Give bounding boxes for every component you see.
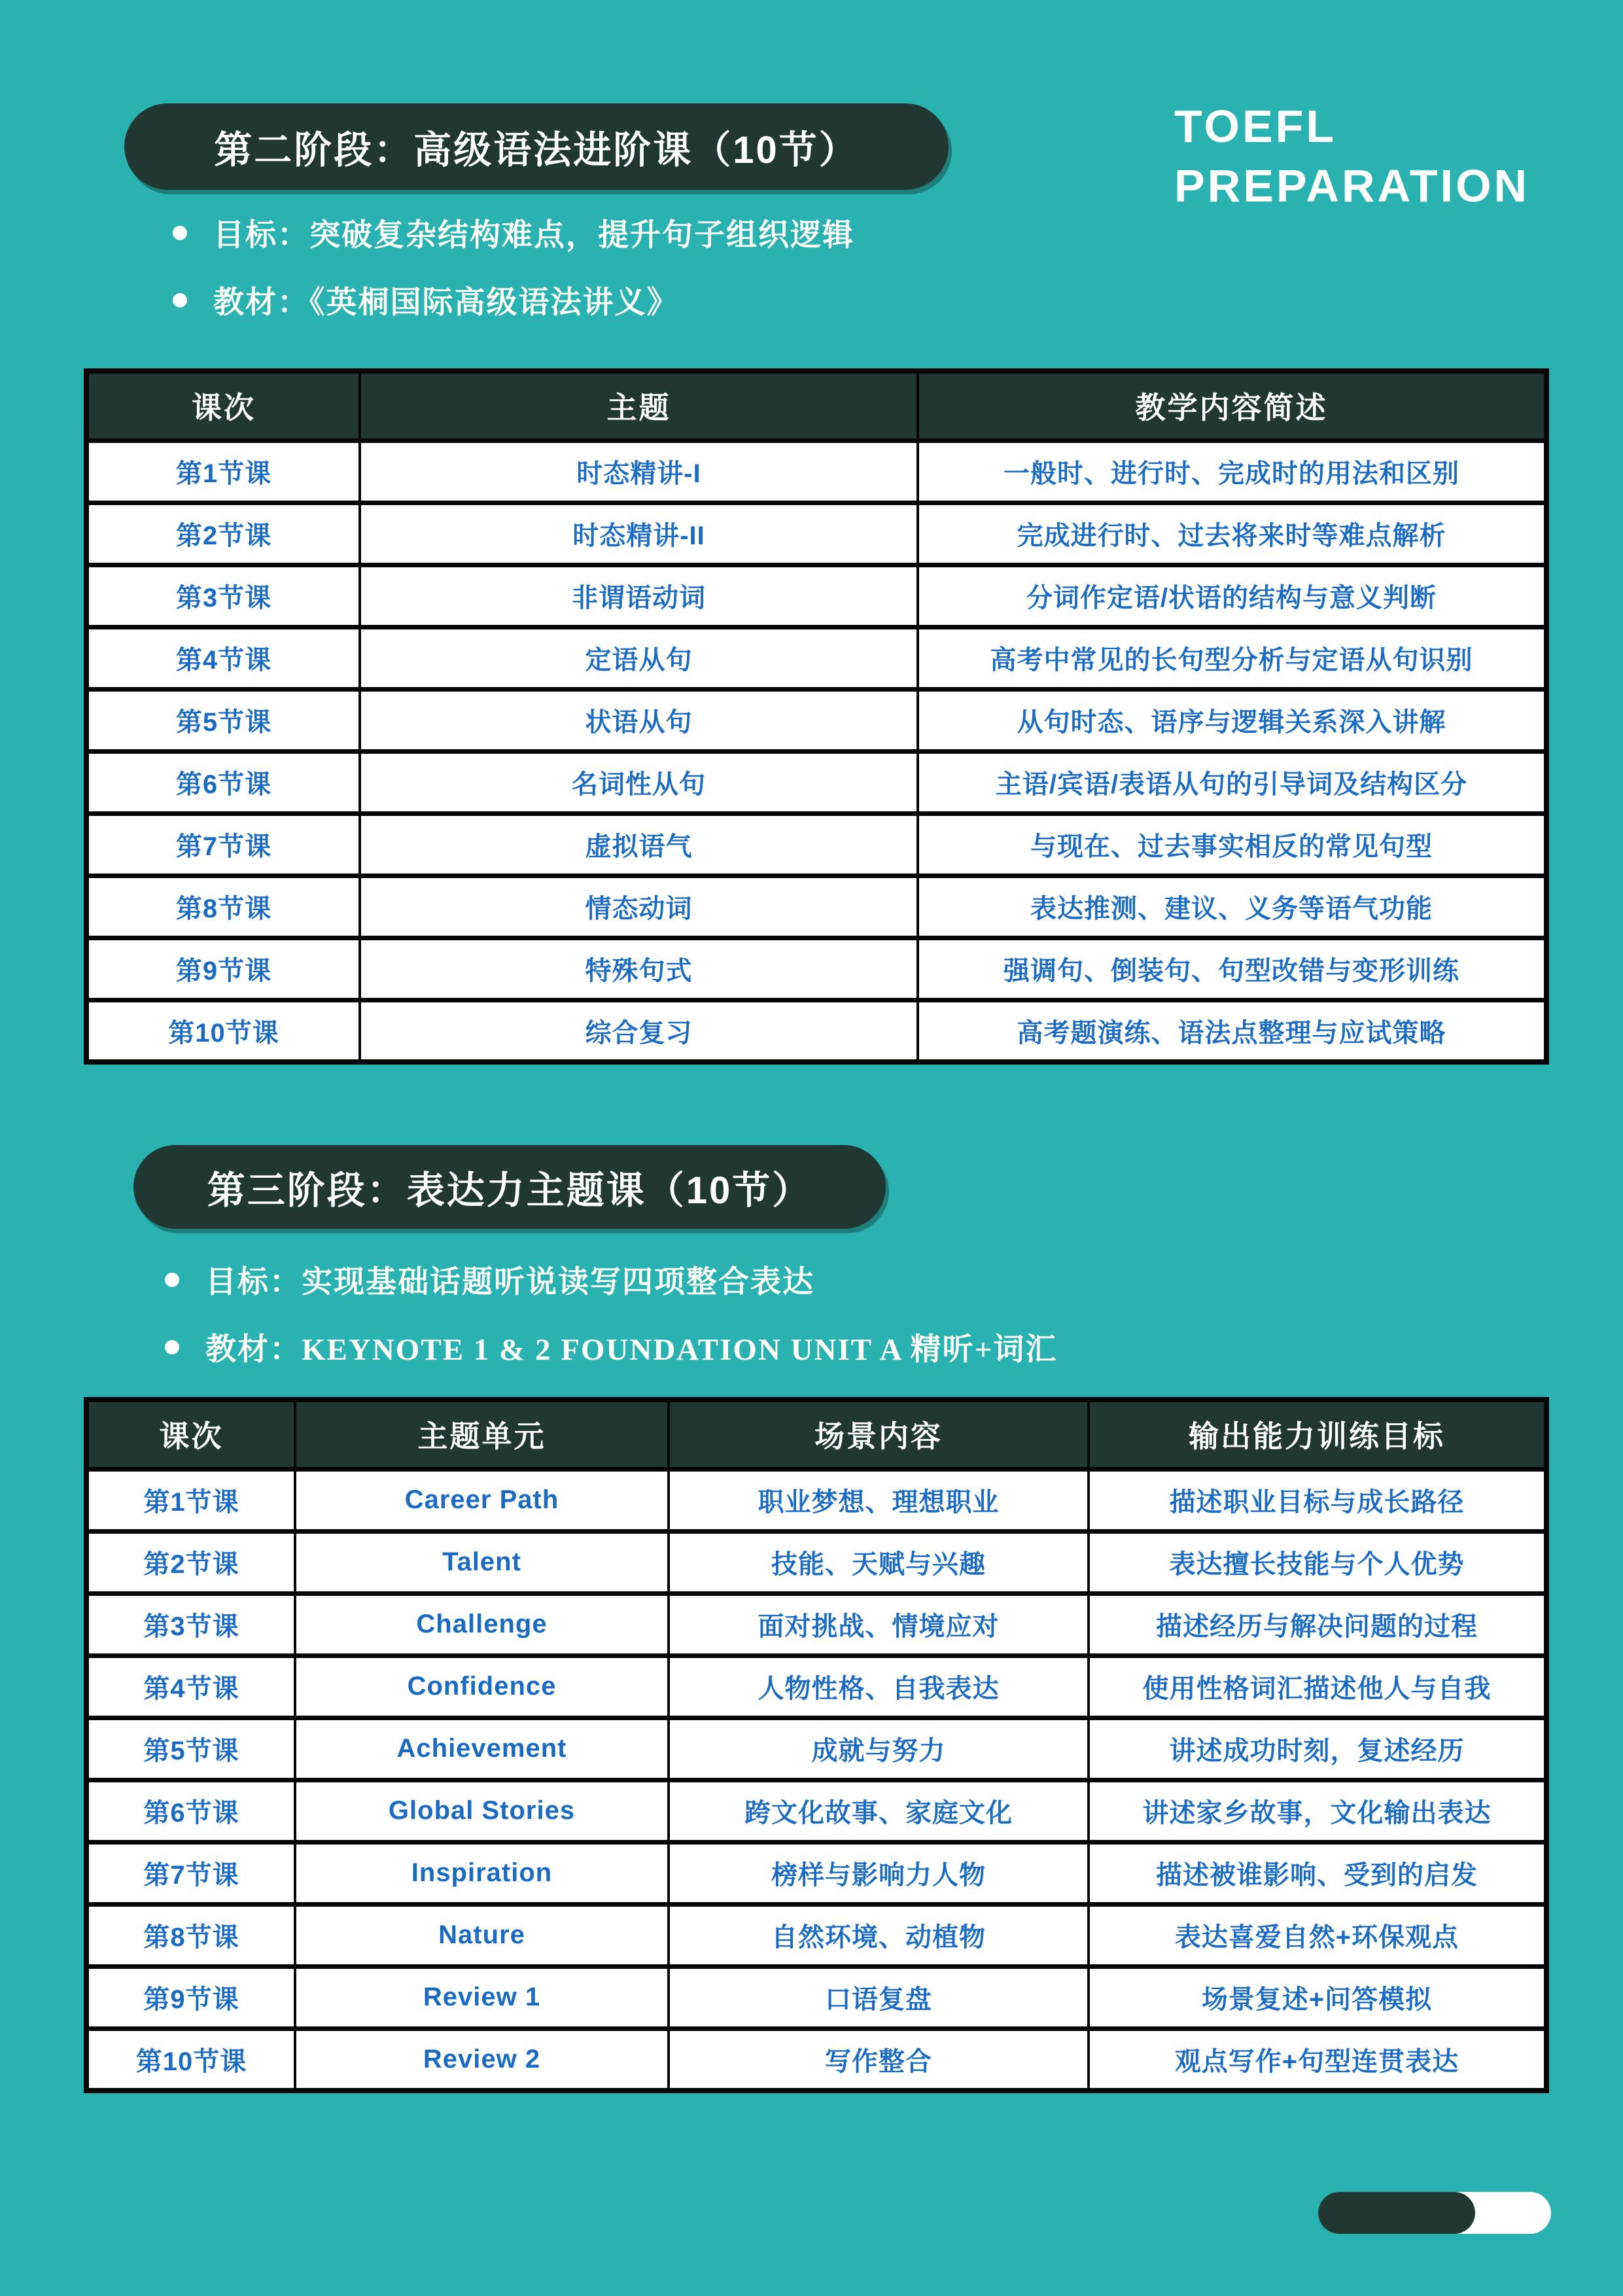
table-cell: 综合复习 [360,1000,918,1062]
table-row [86,813,1546,875]
stage3-material-bullet: 教材：KEYNOTE 1 & 2 FOUNDATION UNIT A 精听+词汇 [157,1325,1057,1369]
table-cell: 跨文化故事、家庭文化 [669,1780,1089,1842]
stage3-badge-label: 第三阶段：表达力主题课（10节） [207,1169,812,1212]
table-cell: Global Stories [295,1780,669,1842]
table-cell: 第3节课 [86,565,360,627]
table-cell: 与现在、过去事实相反的常见句型 [918,813,1546,875]
table-cell: 自然环境、动植物 [669,1904,1089,1966]
table-cell: 第1节课 [86,440,360,503]
table-cell: 高考中常见的长句型分析与定语从句识别 [918,627,1546,689]
column-header: 课次 [86,1400,295,1469]
table-cell: Review 2 [295,2028,669,2091]
table-cell: 分词作定语/状语的结构与意义判断 [918,565,1546,627]
column-header: 教学内容简述 [918,371,1546,440]
stage2-bullets [165,211,854,345]
table-cell: 强调句、倒装句、句型改错与变形训练 [918,938,1546,1000]
table-cell: 第9节课 [86,1966,295,2028]
expression-course-table [84,1397,1549,2093]
grammar-course-table [84,368,1549,1065]
table-cell: Nature [295,1904,669,1966]
table-cell: 第3节课 [86,1593,295,1655]
table-row [86,503,1546,565]
table-cell: 第4节课 [86,1655,295,1718]
table-row [86,1966,1546,2028]
table-cell: 表达推测、建议、义务等语气功能 [918,875,1546,938]
table-cell: 第9节课 [86,938,360,1000]
table-cell: 主语/宾语/表语从句的引导词及结构区分 [918,751,1546,813]
stage3-bullets [157,1258,1057,1392]
table-cell: 第5节课 [86,1718,295,1780]
table-cell: 技能、天赋与兴趣 [669,1531,1089,1593]
table-row [86,1531,1546,1593]
table-cell: 口语复盘 [669,1966,1089,2028]
table-row [86,938,1546,1000]
table-cell: 成就与努力 [669,1718,1089,1780]
table-cell: 非谓语动词 [360,565,918,627]
table-cell: 场景复述+问答模拟 [1089,1966,1546,2028]
table-cell: 讲述成功时刻，复述经历 [1089,1718,1546,1780]
table-cell: 虚拟语气 [360,813,918,875]
table-row [86,1469,1546,1531]
table-row [86,1842,1546,1904]
table-cell: 名词性从句 [360,751,918,813]
table-cell: 第4节课 [86,627,360,689]
stage3-badge [133,1145,886,1229]
table-cell: 情态动词 [360,875,918,938]
table-cell: 面对挑战、情境应对 [669,1593,1089,1655]
table-row [86,627,1546,689]
progress-pill [1318,2192,1551,2234]
column-header: 主题 [360,371,918,440]
table-row [86,2028,1546,2091]
table-cell: Career Path [295,1469,669,1531]
table-cell: 观点写作+句型连贯表达 [1089,2028,1546,2091]
table-cell: 写作整合 [669,2028,1089,2091]
table-cell: 人物性格、自我表达 [669,1655,1089,1718]
page-title-line1: TOEFL [1174,101,1337,152]
table-cell: 第7节课 [86,1842,295,1904]
table-cell: 榜样与影响力人物 [669,1842,1089,1904]
table-cell: 第2节课 [86,503,360,565]
table-cell: 使用性格词汇描述他人与自我 [1089,1655,1546,1718]
table-cell: 讲述家乡故事，文化输出表达 [1089,1780,1546,1842]
page-title [1174,97,1529,216]
table-cell: 第8节课 [86,1904,295,1966]
table-cell: 第1节课 [86,1469,295,1531]
table-row [86,1718,1546,1780]
table-cell: 描述经历与解决问题的过程 [1089,1593,1546,1655]
table-cell: 特殊句式 [360,938,918,1000]
table-cell: 状语从句 [360,689,918,751]
stage2-material-bullet: 教材：《英桐国际高级语法讲义》 [165,278,854,322]
table-row [86,689,1546,751]
stage2-badge-label: 第二阶段：高级语法进阶课（10节） [214,129,859,171]
table-row [86,875,1546,938]
table-row [86,1904,1546,1966]
table-row [86,1780,1546,1842]
table-cell: Review 1 [295,1966,669,2028]
table-row [86,565,1546,627]
table-cell: 第7节课 [86,813,360,875]
table-cell: Inspiration [295,1842,669,1904]
table-cell: 第8节课 [86,875,360,938]
table-row [86,751,1546,813]
column-header: 输出能力训练目标 [1089,1400,1546,1469]
table-cell: 从句时态、语序与逻辑关系深入讲解 [918,689,1546,751]
table-row [86,1593,1546,1655]
column-header: 场景内容 [669,1400,1089,1469]
table-cell: 第10节课 [86,2028,295,2091]
table-header-row [86,1400,1546,1469]
table-cell: 第2节课 [86,1531,295,1593]
table-cell: 表达喜爱自然+环保观点 [1089,1904,1546,1966]
stage3-goal-bullet: 目标：实现基础话题听说读写四项整合表达 [157,1258,1057,1301]
table-cell: 第6节课 [86,1780,295,1842]
table-row [86,440,1546,503]
table-cell: 完成进行时、过去将来时等难点解析 [918,503,1546,565]
table-cell: 第6节课 [86,751,360,813]
table-row [86,1000,1546,1062]
table-cell: Talent [295,1531,669,1593]
table-row [86,1655,1546,1718]
table-cell: 高考题演练、语法点整理与应试策略 [918,1000,1546,1062]
table-cell: 时态精讲-II [360,503,918,565]
column-header: 课次 [86,371,360,440]
progress-pill-fill [1318,2192,1475,2234]
table-cell: 第10节课 [86,1000,360,1062]
stage2-goal-bullet: 目标：突破复杂结构难点，提升句子组织逻辑 [165,211,854,255]
table-cell: 职业梦想、理想职业 [669,1469,1089,1531]
stage2-badge [124,103,949,190]
column-header: 主题单元 [295,1400,669,1469]
table-cell: Challenge [295,1593,669,1655]
table-cell: 第5节课 [86,689,360,751]
table-cell: 描述职业目标与成长路径 [1089,1469,1546,1531]
table-cell: Achievement [295,1718,669,1780]
table-cell: Confidence [295,1655,669,1718]
table-cell: 定语从句 [360,627,918,689]
table-cell: 时态精讲-I [360,440,918,503]
table-cell: 一般时、进行时、完成时的用法和区别 [918,440,1546,503]
table-header-row [86,371,1546,440]
table-cell: 描述被谁影响、受到的启发 [1089,1842,1546,1904]
table-cell: 表达擅长技能与个人优势 [1089,1531,1546,1593]
page-title-line2: PREPARATION [1174,160,1530,211]
